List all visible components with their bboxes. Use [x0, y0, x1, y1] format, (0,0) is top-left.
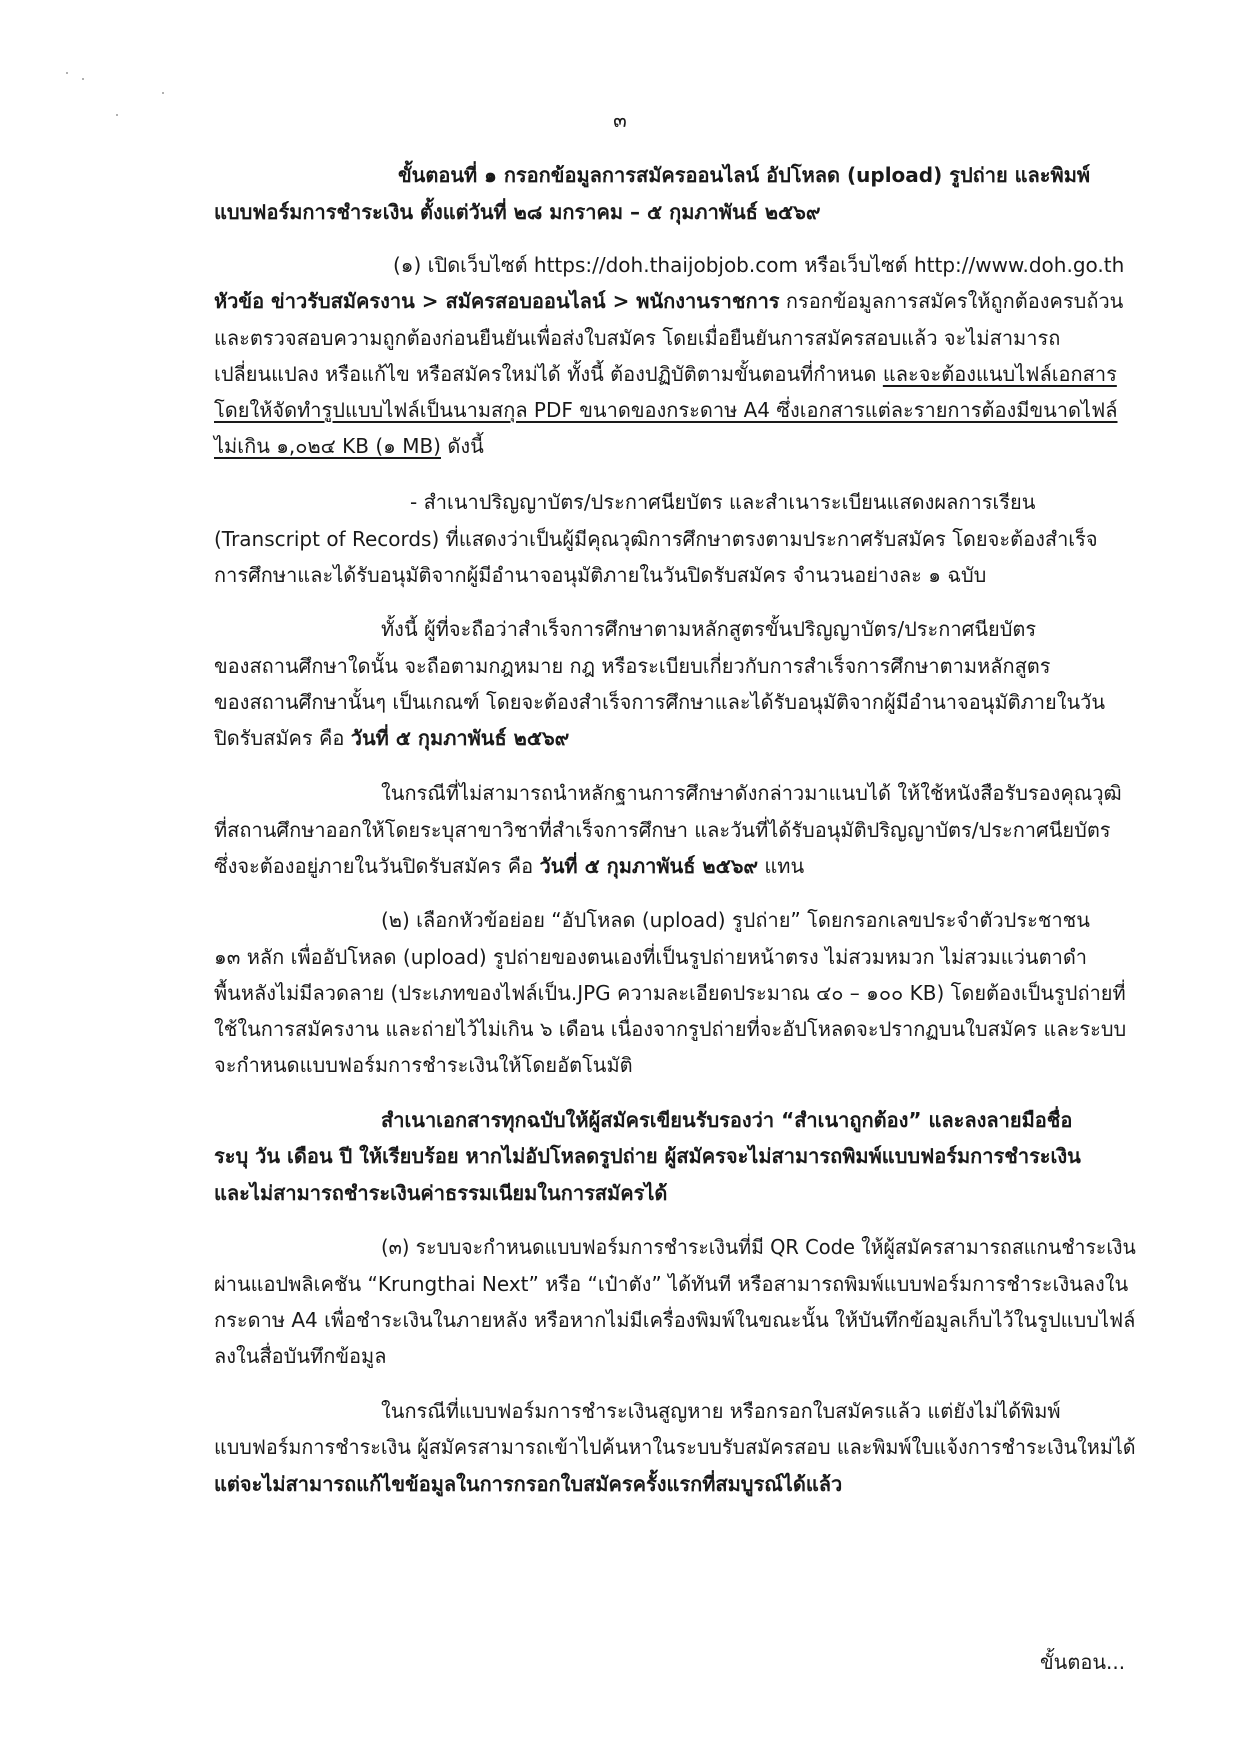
item1-line3: และตรวจสอบความถูกต้องก่อนยืนยันเพื่อส่งใบสมัคร โดยเมื่อยืนยันการสมัครสอบแล้ว จะไม่สามารถ [214, 326, 1061, 350]
item1-line5: โดยให้จัดทำรูปแบบไฟล์เป็นนามสกุล PDF ขนาดของกระดาษ A4 ซึ่งเอกสารแต่ละรายการต้องมีขนาดไฟล์ [214, 398, 1118, 422]
grad-line3: ของสถานศึกษานั้นๆ เป็นเกณฑ์ โดยจะต้องสำเร็จการศึกษาและได้รับอนุมัติจากผู้มีอำนาจอนุมัติภายในวัน [214, 690, 1106, 714]
item3-line2: ผ่านแอปพลิเคชัน “Krungthai Next” หรือ “เป๋าตัง” ได้ทันที หรือสามารถพิมพ์แบบฟอร์มการชำระเงินลงใน [214, 1272, 1129, 1296]
item1-line2-rest: กรอกข้อมูลการสมัครให้ถูกต้องครบถ้วน [779, 289, 1124, 313]
item2-line3: พื้นหลังไม่มีลวดลาย (ประเภทของไฟล์เป็น.JPG ความละเอียดประมาณ ๔๐ – ๑๐๐ KB) โดยต้องเป็นรูปถ่ายที่ [214, 981, 1126, 1005]
scan-speck [82, 78, 84, 80]
item2-line4: ใช้ในการสมัครงาน และถ่ายไว้ไม่เกิน ๖ เดือน เนื่องจากรูปถ่ายที่จะอัปโหลดจะปรากฏบนใบสมัคร และระบบ [214, 1017, 1127, 1041]
cert-line2: ที่สถานศึกษาออกให้โดยระบุสาขาวิชาที่สำเร็จการศึกษา และวันที่ได้รับอนุมัติปริญญาบัตร/ประกาศนียบัตร [214, 818, 1111, 842]
step1-heading-line1: ขั้นตอนที่ ๑ กรอกข้อมูลการสมัครออนไลน์ อัปโหลด (upload) รูปถ่าย และพิมพ์ [398, 163, 1091, 187]
scan-speck [162, 92, 164, 94]
notice-line3: และไม่สามารถชำระเงินค่าธรรมเนียมในการสมัครได้ [214, 1181, 668, 1205]
bullet-line1: - สำเนาปริญญาบัตร/ประกาศนียบัตร และสำเนาระเบียนแสดงผลการเรียน [410, 490, 1036, 514]
continued-footer: ขั้นตอน... [1040, 1650, 1126, 1674]
item1-line1: (๑) เปิดเว็บไซต์ https://doh.thaijobjob.com หรือเว็บไซต์ http://www.doh.go.th [393, 253, 1125, 277]
scan-speck [66, 72, 68, 74]
closing-date: วันที่ ๕ กุมภาพันธ์ ๒๕๖๙ [350, 726, 570, 750]
item1-line6 [214, 431, 484, 461]
grad-line1: ทั้งนี้ ผู้ที่จะถือว่าสำเร็จการศึกษาตามหลักสูตรขั้นปริญญาบัตร/ประกาศนียบัตร [381, 617, 1037, 641]
menu-path: หัวข้อ ข่าวรับสมัครงาน > สมัครสอบออนไลน์ > พนักงานราชการ [214, 289, 780, 313]
grad-line4-plain: ปิดรับสมัคร คือ [214, 726, 351, 750]
notice-line1: สำเนาเอกสารทุกฉบับให้ผู้สมัครเขียนรับรองว่า “สำเนาถูกต้อง” และลงลายมือชื่อ [381, 1108, 1073, 1132]
item1-line4-underlined: และจะต้องแนบไฟล์เอกสาร [882, 362, 1117, 386]
bullet-line3: การศึกษาและได้รับอนุมัติจากผู้มีอำนาจอนุมัติภายในวันปิดรับสมัคร จำนวนอย่างละ ๑ ฉบับ [214, 563, 987, 587]
grad-line4 [214, 723, 569, 753]
cert-line3-end: แทน [758, 854, 805, 878]
cert-line1: ในกรณีที่ไม่สามารถนำหลักฐานการศึกษาดังกล่าวมาแนบได้ ให้ใช้หนังสือรับรองคุณวุฒิ [381, 781, 1122, 805]
step1-heading-line2: แบบฟอร์มการชำระเงิน ตั้งแต่วันที่ ๒๘ มกราคม – ๕ กุมภาพันธ์ ๒๕๖๙ [214, 200, 821, 224]
item3-line1: (๓) ระบบจะกำหนดแบบฟอร์มการชำระเงินที่มี QR Code ให้ผู้สมัครสามารถสแกนชำระเงิน [381, 1235, 1136, 1259]
grad-line2: ของสถานศึกษาใดนั้น จะถือตามกฎหมาย กฎ หรือระเบียบเกี่ยวกับการสำเร็จการศึกษาตามหลักสูตร [214, 654, 1051, 678]
lost-line2: แบบฟอร์มการชำระเงิน ผู้สมัครสามารถเข้าไปค้นหาในระบบรับสมัครสอบ และพิมพ์ใบแจ้งการชำระเงินใหม่ได้ [214, 1435, 1136, 1459]
bullet-line2: (Transcript of Records) ที่แสดงว่าเป็นผู้มีคุณวุฒิการศึกษาตรงตามประกาศรับสมัคร โดยจะต้องสำเร็จ [214, 527, 1098, 551]
item2-line1: (๒) เลือกหัวข้อย่อย “อัปโหลด (upload) รูปถ่าย” โดยกรอกเลขประจำตัวประชาชน [381, 908, 1090, 932]
lost-line3: แต่จะไม่สามารถแก้ไขข้อมูลในการกรอกใบสมัครครั้งแรกที่สมบูรณ์ได้แล้ว [214, 1472, 843, 1496]
item1-line6-rest: ดังนี้ [440, 434, 484, 458]
item1-line4 [214, 359, 1117, 389]
file-size-limit: ไม่เกิน ๑,๐๒๔ KB (๑ MB) [214, 434, 441, 458]
item1-line4-plain: เปลี่ยนแปลง หรือแก้ไข หรือสมัครใหม่ได้ ทั้งนี้ ต้องปฏิบัติตามขั้นตอนที่กำหนด [214, 362, 883, 386]
item2-line5: จะกำหนดแบบฟอร์มการชำระเงินให้โดยอัตโนมัติ [214, 1053, 633, 1077]
page-number: ๓ [613, 108, 627, 132]
cert-line3 [214, 851, 804, 881]
item1-line2 [214, 286, 1123, 316]
item3-line3: กระดาษ A4 เพื่อชำระเงินในภายหลัง หรือหากไม่มีเครื่องพิมพ์ในขณะนั้น ให้บันทึกข้อมูลเก็บไว้ในรูปแบบไฟล์ [214, 1308, 1136, 1332]
item3-line4: ลงในสื่อบันทึกข้อมูล [214, 1344, 387, 1368]
closing-date: วันที่ ๕ กุมภาพันธ์ ๒๕๖๙ [539, 854, 759, 878]
notice-line2: ระบุ วัน เดือน ปี ให้เรียบร้อย หากไม่อัปโหลดรูปถ่าย ผู้สมัครจะไม่สามารถพิมพ์แบบฟอร์มการชำระเงิน [214, 1144, 1081, 1168]
cert-line3-plain: ซึ่งจะต้องอยู่ภายในวันปิดรับสมัคร คือ [214, 854, 540, 878]
item2-line2: ๑๓ หลัก เพื่ออัปโหลด (upload) รูปถ่ายของตนเองที่เป็นรูปถ่ายหน้าตรง ไม่สวมหมวก ไม่สวมแว่นตาดำ [214, 945, 1088, 969]
lost-line1: ในกรณีที่แบบฟอร์มการชำระเงินสูญหาย หรือกรอกใบสมัครแล้ว แต่ยังไม่ได้พิมพ์ [381, 1399, 1061, 1423]
